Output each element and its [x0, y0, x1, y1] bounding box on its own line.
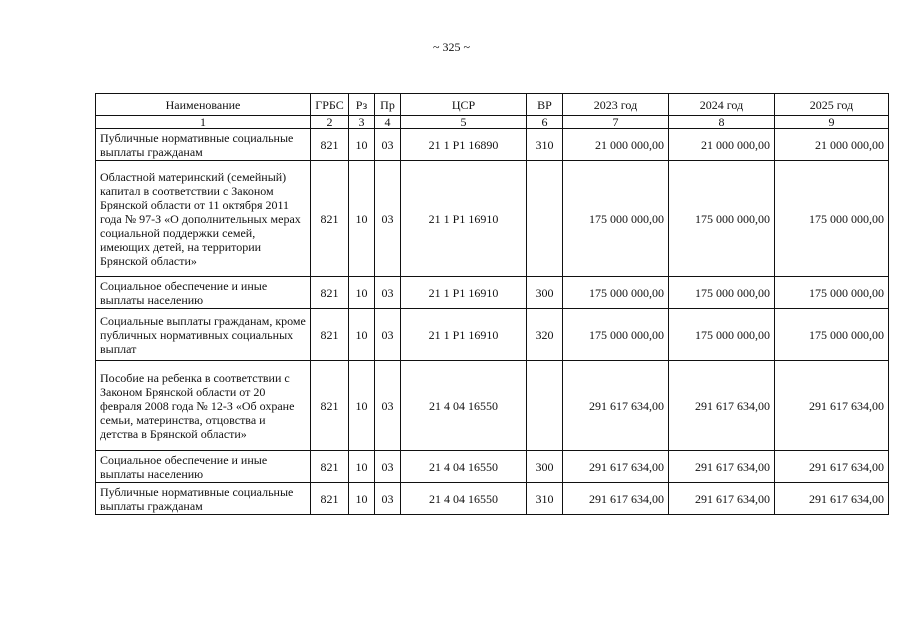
row-amount-2025: 21 000 000,00 [775, 129, 889, 161]
row-pr: 03 [375, 277, 401, 309]
row-name: Публичные нормативные социальные выплаты гражданам [96, 129, 311, 161]
row-amount-2024: 291 617 634,00 [669, 361, 775, 451]
row-amount-2024: 175 000 000,00 [669, 161, 775, 277]
row-csr: 21 4 04 16550 [401, 361, 527, 451]
row-amount-2023: 175 000 000,00 [563, 277, 669, 309]
table-row [96, 161, 889, 277]
row-csr: 21 4 04 16550 [401, 483, 527, 515]
row-amount-2023: 175 000 000,00 [563, 309, 669, 361]
header-rz: Рз [349, 94, 375, 116]
row-amount-2024: 175 000 000,00 [669, 277, 775, 309]
row-pr: 03 [375, 161, 401, 277]
row-rz: 10 [349, 129, 375, 161]
row-vr: 310 [527, 129, 563, 161]
row-grbs: 821 [311, 361, 349, 451]
header-pr: Пр [375, 94, 401, 116]
row-csr: 21 1 P1 16890 [401, 129, 527, 161]
row-pr: 03 [375, 483, 401, 515]
row-grbs: 821 [311, 161, 349, 277]
column-number: 6 [527, 116, 563, 129]
table-row [96, 361, 889, 451]
row-amount-2024: 175 000 000,00 [669, 309, 775, 361]
row-pr: 03 [375, 309, 401, 361]
row-rz: 10 [349, 361, 375, 451]
column-number: 5 [401, 116, 527, 129]
header-2024: 2024 год [669, 94, 775, 116]
row-grbs: 821 [311, 129, 349, 161]
row-name: Социальное обеспечение и иные выплаты населению [96, 277, 311, 309]
row-vr [527, 361, 563, 451]
header-row [96, 94, 889, 116]
row-csr: 21 4 04 16550 [401, 451, 527, 483]
row-amount-2025: 175 000 000,00 [775, 277, 889, 309]
row-grbs: 821 [311, 277, 349, 309]
table-row [96, 309, 889, 361]
row-amount-2024: 291 617 634,00 [669, 483, 775, 515]
row-name: Социальные выплаты гражданам, кроме публичных нормативных социальных выплат [96, 309, 311, 361]
row-name: Пособие на ребенка в соответствии с Законом Брянской области от 20 февраля 2008 года № 12-З «Об охране семьи, материнства, отцовства и детства в Брянской области» [96, 361, 311, 451]
row-csr: 21 1 P1 16910 [401, 277, 527, 309]
row-pr: 03 [375, 361, 401, 451]
row-grbs: 821 [311, 309, 349, 361]
column-number: 9 [775, 116, 889, 129]
column-number: 8 [669, 116, 775, 129]
column-number: 1 [96, 116, 311, 129]
row-vr: 300 [527, 277, 563, 309]
column-number: 2 [311, 116, 349, 129]
row-amount-2023: 291 617 634,00 [563, 451, 669, 483]
row-rz: 10 [349, 277, 375, 309]
row-amount-2025: 291 617 634,00 [775, 451, 889, 483]
row-name: Социальное обеспечение и иные выплаты населению [96, 451, 311, 483]
row-amount-2023: 291 617 634,00 [563, 361, 669, 451]
header-2025: 2025 год [775, 94, 889, 116]
row-vr [527, 161, 563, 277]
row-csr: 21 1 P1 16910 [401, 161, 527, 277]
row-rz: 10 [349, 161, 375, 277]
row-grbs: 821 [311, 483, 349, 515]
row-vr: 300 [527, 451, 563, 483]
budget-table [95, 93, 889, 515]
row-rz: 10 [349, 309, 375, 361]
table-row [96, 483, 889, 515]
row-name: Областной материнский (семейный) капитал в соответствии с Законом Брянской области от 11 октября 2011 года № 97-З «О дополнительных мерах социальной поддержки семей, имеющих детей, на территории Брянской области» [96, 161, 311, 277]
column-number: 3 [349, 116, 375, 129]
row-amount-2025: 175 000 000,00 [775, 309, 889, 361]
row-vr: 320 [527, 309, 563, 361]
row-pr: 03 [375, 451, 401, 483]
row-amount-2023: 175 000 000,00 [563, 161, 669, 277]
table-row [96, 129, 889, 161]
row-amount-2023: 291 617 634,00 [563, 483, 669, 515]
row-rz: 10 [349, 451, 375, 483]
column-number: 4 [375, 116, 401, 129]
row-amount-2025: 175 000 000,00 [775, 161, 889, 277]
page-number: ~ 325 ~ [433, 40, 470, 54]
table-row [96, 277, 889, 309]
row-pr: 03 [375, 129, 401, 161]
header-2023: 2023 год [563, 94, 669, 116]
row-vr: 310 [527, 483, 563, 515]
row-amount-2024: 21 000 000,00 [669, 129, 775, 161]
column-number: 7 [563, 116, 669, 129]
header-grbs: ГРБС [311, 94, 349, 116]
row-csr: 21 1 P1 16910 [401, 309, 527, 361]
row-amount-2023: 21 000 000,00 [563, 129, 669, 161]
table-row [96, 451, 889, 483]
header-csr: ЦСР [401, 94, 527, 116]
row-grbs: 821 [311, 451, 349, 483]
row-name: Публичные нормативные социальные выплаты гражданам [96, 483, 311, 515]
header-vr: ВР [527, 94, 563, 116]
row-amount-2025: 291 617 634,00 [775, 483, 889, 515]
row-amount-2025: 291 617 634,00 [775, 361, 889, 451]
row-rz: 10 [349, 483, 375, 515]
row-amount-2024: 291 617 634,00 [669, 451, 775, 483]
header-name: Наименование [96, 94, 311, 116]
column-numbers-row [96, 116, 889, 129]
